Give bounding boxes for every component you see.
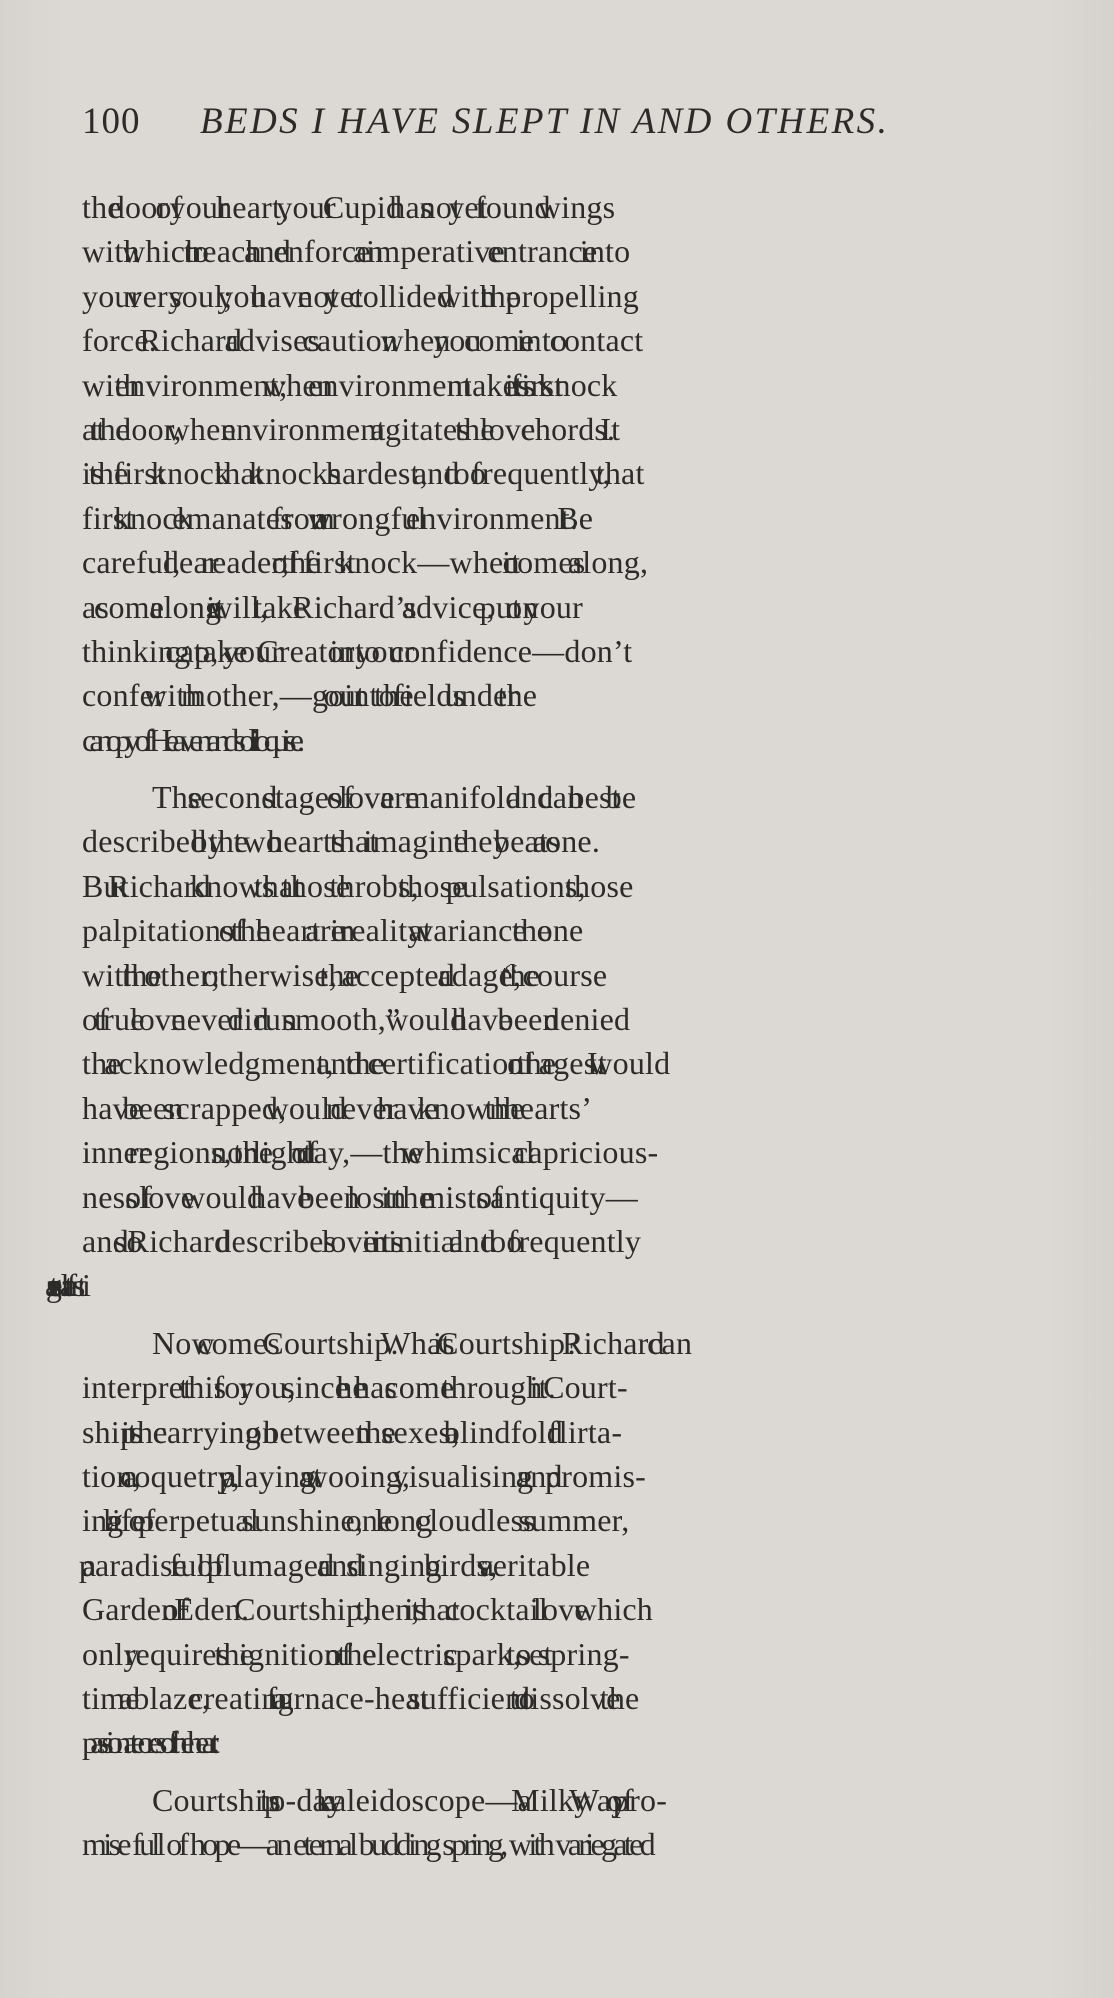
running-header bbox=[82, 100, 962, 143]
text-line: mise full of hope—an eternal budding spring, with variegated bbox=[82, 1826, 653, 1863]
text-line: interpret this for you, since he has come through it. Court- bbox=[82, 1369, 628, 1406]
text-line: at the door, when environment agitates the love chords. It bbox=[82, 410, 621, 447]
text-line: with the other; otherwise, the accepted adage, “ the course bbox=[82, 956, 608, 993]
text-line: confer with mother,—go out into the fields under the bbox=[82, 677, 538, 714]
text-line: your very soul; you have not yet collided with the propelling bbox=[82, 277, 639, 314]
text-line: and so Richard describes love in its initial and too frequently bbox=[82, 1222, 642, 1259]
text-line: Courtship is to-day a kaleidoscope—a Milky Way of pro- bbox=[152, 1781, 668, 1818]
text-line: is the first knock that knocks hardest, and too frequently, that bbox=[82, 455, 645, 492]
text-line: Garden of Eden. Courtship, then, is that cocktail love which bbox=[82, 1591, 654, 1628]
text-line: ing a life of perpetual sunshine, one long cloudless summer, bbox=[82, 1502, 630, 1539]
text-line: palpitations of the heart are in reality at variance the one bbox=[82, 912, 584, 949]
running-title: BEDS I HAVE SLEPT IN AND OTHERS. bbox=[200, 101, 890, 142]
paragraph bbox=[82, 775, 1072, 1308]
text-line bbox=[82, 1263, 1072, 1307]
text-line: have been scrapped, would never have known the hearts’ bbox=[82, 1089, 593, 1126]
text-line: only requires the ignition of the electric spark, to set spring- bbox=[82, 1635, 630, 1672]
text-line: The second stages of love are manifold and can best be bbox=[152, 779, 637, 816]
text-line: ship is the carrying on between the sexes, a blindfold flirta- bbox=[82, 1413, 623, 1450]
page-number: 100 bbox=[82, 101, 141, 142]
text-line: with which to reach and enforce an imperative entrance into bbox=[82, 233, 631, 270]
text-line: careful, dear reader, of the first knock—when it comes along, bbox=[82, 544, 649, 581]
text-line: force. Richard advises caution when you come into contact bbox=[82, 322, 644, 359]
text-line: tion, a coquetry, a playing at wooing, visualising and promis- bbox=[82, 1457, 646, 1494]
text-line: first knock emanates from a wrongful environment. Be bbox=[82, 499, 594, 536]
paragraph bbox=[82, 1778, 1072, 1867]
text-line: described by the two hearts that imagine they beat as one. bbox=[82, 823, 601, 860]
text-line: with environment; when environment makes its first knock bbox=[82, 366, 618, 403]
paragraph bbox=[82, 185, 1072, 762]
text-line: the door of your heart, your Cupid has not yet found wings bbox=[82, 189, 616, 225]
text-line: time ablaze, creating a furnace-heat sufficient to dissolve the bbox=[82, 1679, 640, 1716]
text-line: passionate ores of the heart. bbox=[82, 1724, 213, 1761]
text-line: thinking cap, take your Creator into your confidence—don’t bbox=[82, 632, 633, 669]
text-line: ness of love would have been lost in the mists of antiquity— bbox=[82, 1178, 638, 1215]
text-line: inner regions, nor the light of day,—the whimsical capricious- bbox=[82, 1134, 659, 1171]
text-line: of true love never did run smooth,” would have been denied bbox=[82, 1001, 631, 1038]
text-line: a paradise full of plumaged and singing birds, a veritable bbox=[82, 1546, 591, 1583]
text-line: Now comes Courtship. What is Courtship? Richard can bbox=[152, 1324, 693, 1361]
text-line: canopy of Heaven and soliloquise. bbox=[82, 721, 299, 758]
text-line: the acknowledgment, and the certification of the ages. It would bbox=[82, 1045, 671, 1082]
body-text bbox=[82, 185, 1072, 1866]
text-line: as come along it will, take Richard’s advice, put on your bbox=[82, 588, 583, 625]
text-line: But Richard knows that those throbs, those pulsations, those bbox=[82, 867, 634, 904]
paragraph bbox=[82, 1321, 1072, 1765]
